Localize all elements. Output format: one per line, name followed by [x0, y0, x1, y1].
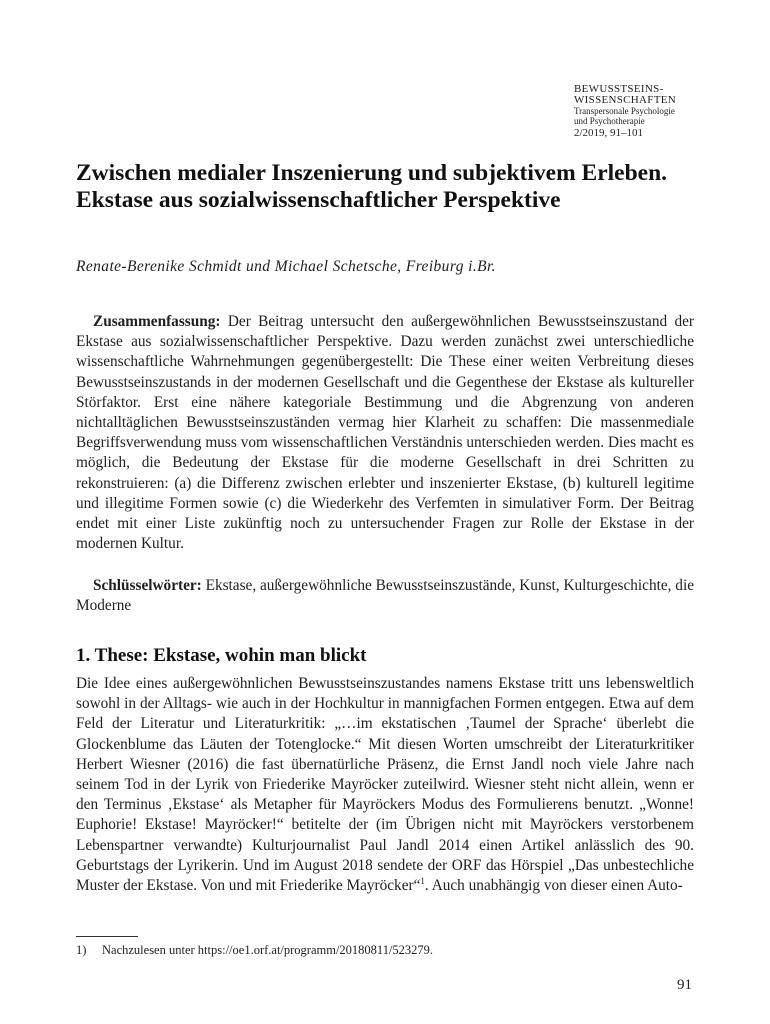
- footnote-number: 1): [76, 943, 87, 957]
- journal-info: [574, 84, 724, 139]
- keywords-label: Schlüsselwörter:: [93, 577, 202, 594]
- article-title: Zwischen medialer Inszenierung und subjektivem Erleben. Ekstase aus sozialwissenschaftlicher Perspektive: [76, 160, 668, 213]
- journal-subtitle-line2: und Psychotherapie: [574, 116, 645, 126]
- journal-subtitle-line1: Transpersonale Psychologie: [574, 106, 675, 116]
- page-number: 91: [677, 977, 692, 993]
- abstract-label: Zusammenfassung:: [93, 313, 221, 330]
- keywords: [76, 576, 694, 616]
- journal-name-line1: BEWUSSTSEINS-: [574, 83, 664, 95]
- article-authors: Renate-Berenike Schmidt und Michael Schetsche, Freiburg i.Br.: [76, 258, 496, 275]
- abstract-text: Der Beitrag untersucht den außergewöhnlichen Bewusstseinszustand der Ekstase aus sozialwissenschaftlicher Perspektive. Dazu werden zunächst zwei unterschiedliche wissenschaftliche Wahrnehmungen gegenübergestellt: Die These einer weiten Verbreitung dieses Bewusstseinszustands in der modernen Gesellschaft und die Gegenthese der Ekstase als kultureller Störfaktor. Erst eine nähere kategoriale Bestimmung und die Abgrenzung von anderen nichtalltäglichen Bewusstseinszuständen vermag hier Klarheit zu schaffen: Die massenmediale Begriffsverwendung muss vom wissenschaftlichen Verständnis unterschieden werden. Dies macht es möglich, die Bedeutung der Ekstase für die moderne Gesellschaft in drei Schritten zu rekonstruieren: (a) die Differenz zwischen erlebter und inszenierter Ekstase, (b) kulturell legitime und illegitime Formen sowie (c) die Wiederkehr des Verfemten in simulativer Form. Der Beitrag endet mit einer Liste zukünftig noch zu untersuchender Fragen zur Rolle der Ekstase in der modernen Kultur.: [76, 313, 695, 553]
- abstract: [76, 312, 694, 554]
- footnote: [76, 943, 694, 958]
- journal-issue: 2/2019, 91–101: [574, 127, 644, 139]
- footnote-reference: 1: [420, 875, 425, 886]
- section-body-text-end: . Auch unabhängig von dieser einen Auto-: [424, 877, 683, 895]
- keywords-text: Ekstase, außergewöhnliche Bewusstseinszustände, Kunst, Kulturgeschichte, die Moderne: [76, 577, 694, 615]
- section-body-text: Die Idee eines außergewöhnlichen Bewusstseinszustandes namens Ekstase tritt uns lebensweltlich sowohl in der Alltags- wie auch in der Hochkultur in mannigfachen Formen entgegen. Etwa auf dem Feld der Literatur und Literaturkritik: „…im ekstatischen ‚Taumel der Sprache‘ überlebt die Glockenblume das Läuten der Totenglocke.“ Mit diesen Worten umschreibt der Literaturkritiker Herbert Wiesner (2016) die fast übernatürliche Präsenz, die Ernst Jandl noch viele Jahre nach seinem Tod in der Lyrik von Friederike Mayröcker zuteilwird. Wiesner steht nicht allein, wenn er den Terminus ‚Ekstase‘ als Metapher für Mayröckers Modus des Formulierens benutzt. „Wonne! Euphorie! Ekstase! Mayröcker!“ betitelte der (im Übrigen nicht mit Mayröckers verstorbenem Lebenspartner verwandte) Kulturjournalist Paul Jandl 2014 einen Artikel anlässlich des 90. Geburtstags der Lyrikerin. Und im August 2018 sendete der ORF das Hörspiel „Das unbestechliche Muster der Ekstase. Von und mit Friederike Mayröcker“: [76, 675, 694, 895]
- footnote-text: Nachzulesen unter https://oe1.orf.at/programm/20180811/523279.: [102, 943, 434, 957]
- section-heading: 1. These: Ekstase, wohin man blickt: [76, 645, 367, 666]
- section-body: [76, 674, 694, 896]
- footnote-divider: [76, 936, 138, 937]
- journal-name-line2: WISSENSCHAFTEN: [574, 94, 676, 106]
